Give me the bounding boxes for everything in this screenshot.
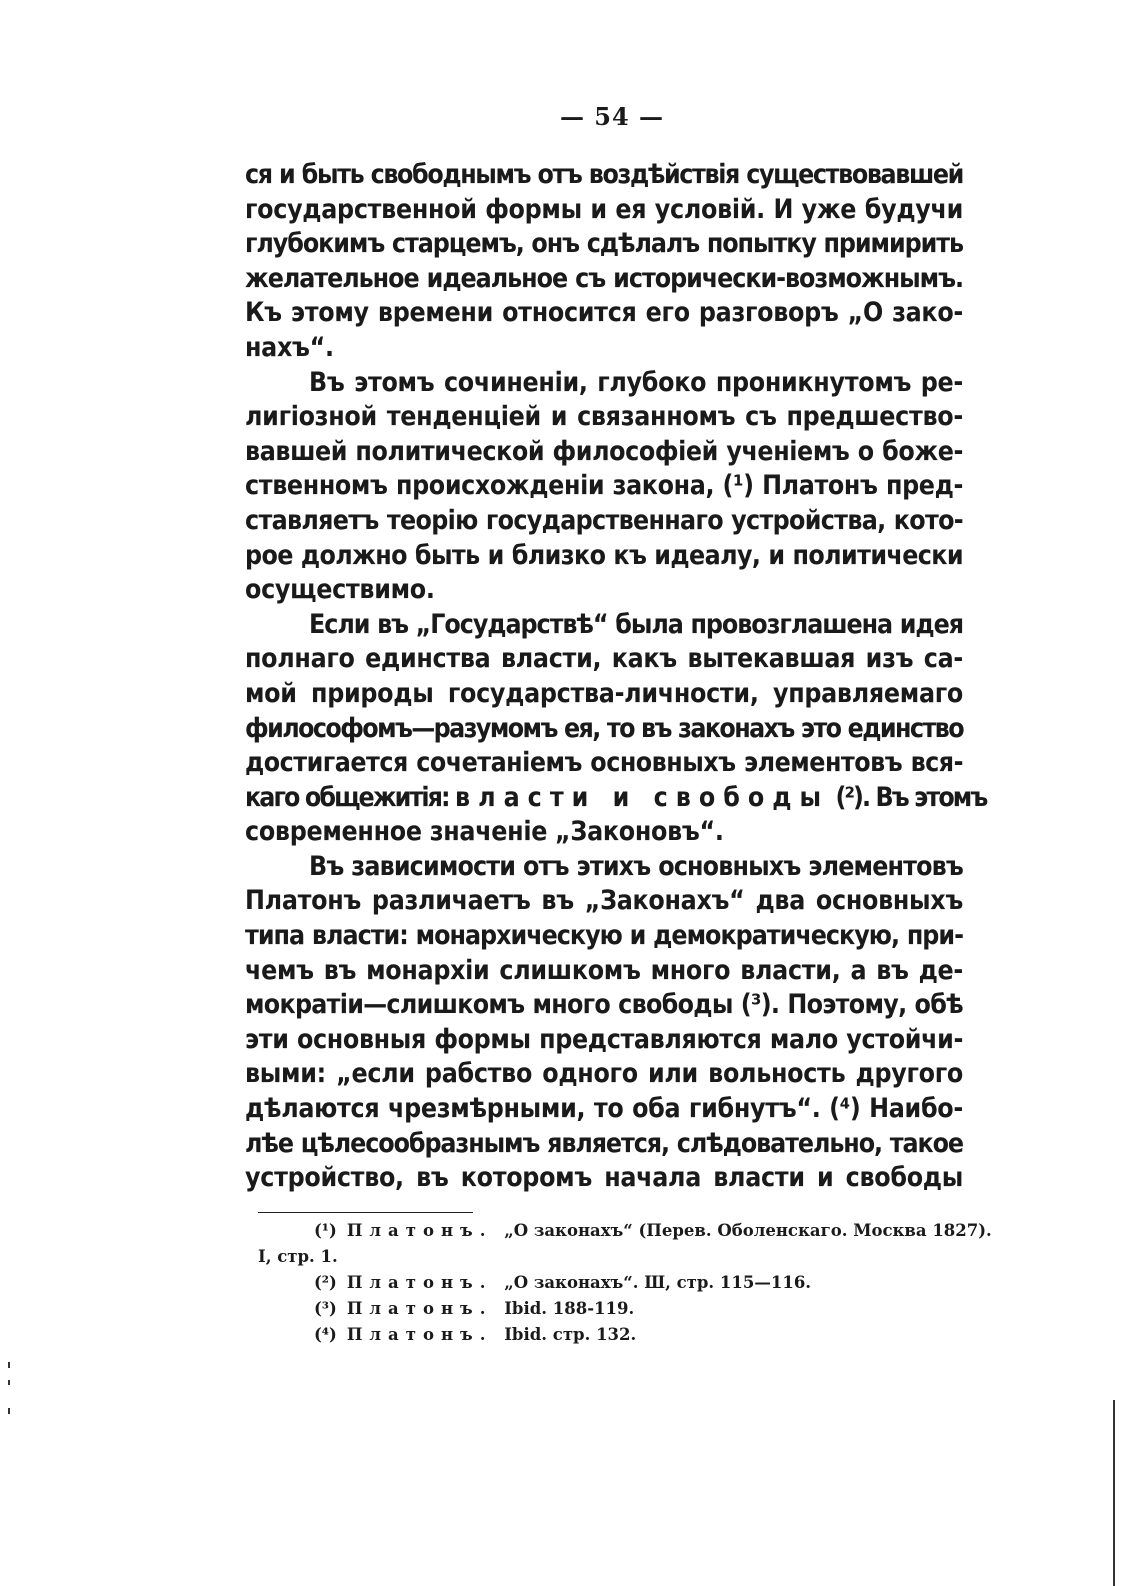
footnote-mark: (³) xyxy=(314,1299,337,1318)
footnote-mark: (²) xyxy=(314,1273,337,1292)
spaced-line-after: (²). Въ этомъ xyxy=(829,781,987,813)
body-line: рое должно быть и близко къ идеалу, и политически xyxy=(245,539,963,571)
body-text xyxy=(245,158,987,1196)
footnote-author: Платонъ. xyxy=(346,1221,493,1240)
footnote-1 xyxy=(258,1218,992,1244)
spaced-line-before: каго общежитія: xyxy=(245,781,456,813)
scan-margin-mark xyxy=(8,1362,10,1368)
footnote-mark: (⁴) xyxy=(314,1325,337,1344)
body-line: лигіозной тенденціей и связанномъ съ предшество- xyxy=(245,401,963,433)
body-line: выми: „если рабство одного или вольность другого xyxy=(245,1058,963,1090)
body-line: глубокимъ старцемъ, онъ сдѣлалъ попытку примирить xyxy=(245,228,963,260)
footnote-text: Ibid. стр. 132. xyxy=(504,1325,637,1344)
body-line: философомъ—разумомъ ея, то въ законахъ это единство xyxy=(245,712,963,744)
body-line: ся и быть свободнымъ отъ воздѣйствія существовавшей xyxy=(245,159,963,190)
scan-edge-line xyxy=(1113,1400,1115,1586)
footnote-3 xyxy=(258,1296,968,1322)
body-line: типа власти: монархическую и демократическую, при- xyxy=(245,920,963,952)
footnote-author: Платонъ. xyxy=(346,1299,493,1318)
body-line: осуществимо. xyxy=(245,574,435,606)
scan-margin-mark xyxy=(8,1380,10,1385)
body-line: устройство, въ которомъ начала власти и свободы xyxy=(245,1162,963,1194)
footnote-text: Ibid. 188-119. xyxy=(504,1299,635,1318)
body-line: лѣе цѣлесообразнымъ является, слѣдовательно, такое xyxy=(245,1127,963,1159)
footnote-author: Платонъ. xyxy=(346,1325,493,1344)
body-line: Къ этому времени относится его разговоръ „О зако- xyxy=(245,297,963,329)
paragraph-start: Если въ „Государствѣ“ была провозглашена идея xyxy=(309,608,963,640)
paragraph-start: Въ зависимости отъ этихъ основныхъ элементовъ xyxy=(309,850,963,882)
body-line-spaced xyxy=(245,781,987,816)
body-line: мократіи—слишкомъ много свободы (³). Поэтому, обѣ xyxy=(245,989,963,1021)
body-line: мой природы государства-личности, управляемаго xyxy=(245,677,963,709)
body-line: современное значеніе „Законовъ“. xyxy=(245,816,724,848)
body-line: Платонъ различаетъ въ „Законахъ“ два основныхъ xyxy=(245,885,963,917)
footnote-divider xyxy=(258,1212,473,1213)
body-line: нахъ“. xyxy=(245,331,334,363)
footnote-mark: (¹) xyxy=(314,1221,337,1240)
scan-margin-mark xyxy=(8,1408,10,1414)
body-line: полнаго единства власти, какъ вытекавшая изъ са- xyxy=(245,643,963,675)
body-line: достигается сочетаніемъ основныхъ элементовъ вся- xyxy=(245,747,963,779)
body-line: чемъ въ монархіи слишкомъ много власти, а въ де- xyxy=(245,954,963,986)
footnote-1-continuation: I, стр. 1. xyxy=(258,1247,338,1266)
footnote-author: Платонъ. xyxy=(346,1273,493,1292)
footnote-2 xyxy=(258,1270,968,1296)
body-line: дѣлаются чрезмѣрными, то оба гибнутъ“. (⁴) Наибо- xyxy=(245,1093,963,1125)
body-line: вавшей политической философіей ученіемъ о боже- xyxy=(245,435,963,467)
body-line: эти основныя формы представляются мало устойчи- xyxy=(245,1023,963,1055)
footnote-text: „О законахъ“ (Перев. Оболенскаго. Москва 1827). xyxy=(504,1221,992,1240)
body-line: желательное идеальное съ исторически-возможнымъ. xyxy=(245,262,963,294)
spaced-emphasis: власти и свободы xyxy=(455,781,830,813)
footnotes xyxy=(258,1218,992,1348)
body-line: государственной формы и ея условій. И уже будучи xyxy=(245,193,963,225)
footnote-4 xyxy=(258,1322,968,1348)
page-number: — 54 — xyxy=(559,102,665,131)
body-line: ственномъ происхожденіи закона, (¹) Платонъ пред- xyxy=(245,470,963,502)
footnote-text: „О законахъ“. Ш, стр. 115—116. xyxy=(504,1273,812,1292)
body-line: ставляетъ теорію государственнаго устройства, кото- xyxy=(245,504,963,536)
paragraph-start: Въ этомъ сочиненіи, глубоко проникнутомъ ре- xyxy=(309,366,963,398)
